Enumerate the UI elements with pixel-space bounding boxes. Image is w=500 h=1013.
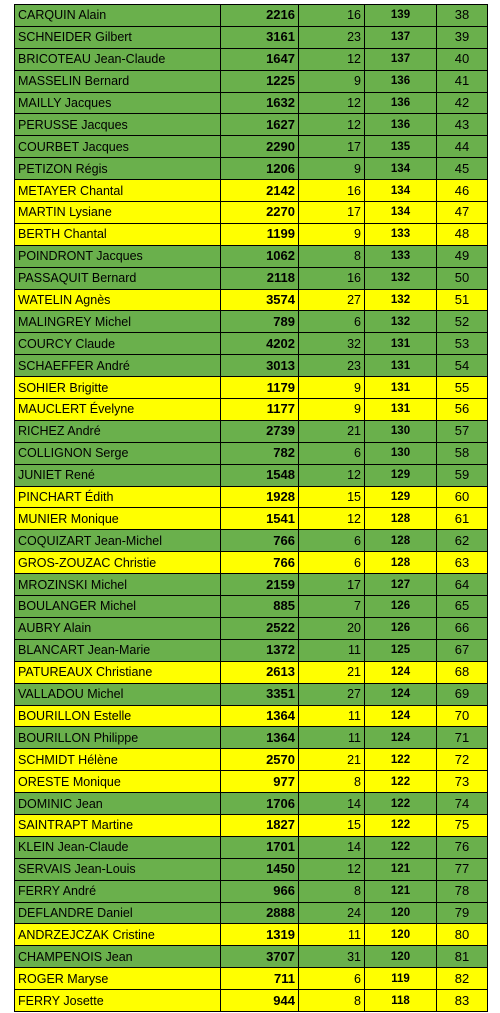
total-points: 4202	[221, 333, 299, 355]
table-row	[15, 902, 488, 924]
games-count: 12	[299, 48, 365, 70]
player-name: BOURILLON Philippe	[15, 727, 221, 749]
table-row	[15, 114, 488, 136]
total-points: 3161	[221, 26, 299, 48]
rank-number: 82	[437, 968, 488, 990]
games-count: 8	[299, 990, 365, 1012]
games-count: 6	[299, 530, 365, 552]
table-row	[15, 311, 488, 333]
player-name: MROZINSKI Michel	[15, 574, 221, 596]
player-name: MAUCLERT Évelyne	[15, 399, 221, 421]
table-row	[15, 574, 488, 596]
table-row	[15, 639, 488, 661]
table-row	[15, 530, 488, 552]
table-row	[15, 946, 488, 968]
rank-number: 56	[437, 399, 488, 421]
total-points: 2570	[221, 749, 299, 771]
player-name: POINDRONT Jacques	[15, 245, 221, 267]
total-points: 2290	[221, 136, 299, 158]
games-count: 12	[299, 114, 365, 136]
total-points: 1319	[221, 924, 299, 946]
total-points: 885	[221, 596, 299, 618]
player-name: DOMINIC Jean	[15, 793, 221, 815]
player-name: BERTH Chantal	[15, 223, 221, 245]
total-points: 1364	[221, 705, 299, 727]
table-row	[15, 814, 488, 836]
games-count: 15	[299, 814, 365, 836]
games-count: 14	[299, 836, 365, 858]
total-points: 1647	[221, 48, 299, 70]
total-points: 1179	[221, 377, 299, 399]
average-score: 134	[365, 180, 437, 202]
total-points: 2270	[221, 202, 299, 224]
average-score: 126	[365, 596, 437, 618]
average-score: 132	[365, 267, 437, 289]
rank-number: 57	[437, 420, 488, 442]
average-score: 134	[365, 158, 437, 180]
rank-number: 73	[437, 771, 488, 793]
player-name: PATUREAUX Christiane	[15, 661, 221, 683]
player-name: SERVAIS Jean-Louis	[15, 858, 221, 880]
total-points: 977	[221, 771, 299, 793]
table-row	[15, 442, 488, 464]
total-points: 1548	[221, 464, 299, 486]
table-row	[15, 180, 488, 202]
games-count: 27	[299, 683, 365, 705]
average-score: 131	[365, 355, 437, 377]
player-name: SCHMIDT Hélène	[15, 749, 221, 771]
games-count: 32	[299, 333, 365, 355]
total-points: 3013	[221, 355, 299, 377]
games-count: 21	[299, 661, 365, 683]
games-count: 9	[299, 377, 365, 399]
rank-number: 80	[437, 924, 488, 946]
games-count: 12	[299, 858, 365, 880]
player-name: CARQUIN Alain	[15, 5, 221, 27]
table-row	[15, 508, 488, 530]
games-count: 11	[299, 924, 365, 946]
total-points: 2118	[221, 267, 299, 289]
average-score: 128	[365, 530, 437, 552]
table-row	[15, 26, 488, 48]
player-name: SAINTRAPT Martine	[15, 814, 221, 836]
player-name: ORESTE Monique	[15, 771, 221, 793]
games-count: 24	[299, 902, 365, 924]
rank-number: 48	[437, 223, 488, 245]
table-row	[15, 333, 488, 355]
total-points: 1632	[221, 92, 299, 114]
average-score: 132	[365, 289, 437, 311]
player-name: COLLIGNON Serge	[15, 442, 221, 464]
games-count: 12	[299, 92, 365, 114]
table-row	[15, 661, 488, 683]
total-points: 2142	[221, 180, 299, 202]
average-score: 120	[365, 946, 437, 968]
total-points: 766	[221, 530, 299, 552]
rank-number: 42	[437, 92, 488, 114]
average-score: 129	[365, 486, 437, 508]
rank-number: 39	[437, 26, 488, 48]
games-count: 20	[299, 617, 365, 639]
games-count: 9	[299, 223, 365, 245]
rank-number: 60	[437, 486, 488, 508]
average-score: 135	[365, 136, 437, 158]
table-row	[15, 202, 488, 224]
rank-number: 75	[437, 814, 488, 836]
rank-number: 83	[437, 990, 488, 1012]
rank-number: 70	[437, 705, 488, 727]
average-score: 120	[365, 924, 437, 946]
rank-number: 69	[437, 683, 488, 705]
total-points: 782	[221, 442, 299, 464]
table-row	[15, 5, 488, 27]
rank-number: 63	[437, 552, 488, 574]
rank-number: 41	[437, 70, 488, 92]
rank-number: 65	[437, 596, 488, 618]
total-points: 2159	[221, 574, 299, 596]
rank-number: 50	[437, 267, 488, 289]
table-row	[15, 267, 488, 289]
games-count: 17	[299, 574, 365, 596]
rank-number: 67	[437, 639, 488, 661]
table-row	[15, 158, 488, 180]
rank-number: 43	[437, 114, 488, 136]
table-row	[15, 880, 488, 902]
player-name: RICHEZ André	[15, 420, 221, 442]
table-row	[15, 683, 488, 705]
rank-number: 71	[437, 727, 488, 749]
rank-number: 40	[437, 48, 488, 70]
player-name: COQUIZART Jean-Michel	[15, 530, 221, 552]
table-row	[15, 836, 488, 858]
average-score: 122	[365, 836, 437, 858]
player-name: AUBRY Alain	[15, 617, 221, 639]
rank-number: 66	[437, 617, 488, 639]
games-count: 12	[299, 508, 365, 530]
player-name: COURCY Claude	[15, 333, 221, 355]
rank-number: 76	[437, 836, 488, 858]
player-name: PINCHART Édith	[15, 486, 221, 508]
total-points: 3707	[221, 946, 299, 968]
average-score: 122	[365, 814, 437, 836]
player-name: BRICOTEAU Jean-Claude	[15, 48, 221, 70]
average-score: 128	[365, 552, 437, 574]
player-name: BLANCART Jean-Marie	[15, 639, 221, 661]
average-score: 133	[365, 245, 437, 267]
rank-number: 58	[437, 442, 488, 464]
player-name: BOURILLON Estelle	[15, 705, 221, 727]
player-name: FERRY Josette	[15, 990, 221, 1012]
player-name: MALINGREY Michel	[15, 311, 221, 333]
games-count: 11	[299, 705, 365, 727]
table-row	[15, 990, 488, 1012]
rank-number: 77	[437, 858, 488, 880]
table-row	[15, 245, 488, 267]
average-score: 121	[365, 880, 437, 902]
total-points: 1206	[221, 158, 299, 180]
total-points: 1062	[221, 245, 299, 267]
games-count: 8	[299, 880, 365, 902]
ranking-table	[14, 4, 488, 1012]
average-score: 124	[365, 727, 437, 749]
rank-number: 68	[437, 661, 488, 683]
average-score: 120	[365, 902, 437, 924]
total-points: 3351	[221, 683, 299, 705]
table-row	[15, 596, 488, 618]
games-count: 21	[299, 749, 365, 771]
table-row	[15, 705, 488, 727]
rank-number: 74	[437, 793, 488, 815]
average-score: 131	[365, 333, 437, 355]
table-row	[15, 617, 488, 639]
table-row	[15, 924, 488, 946]
games-count: 16	[299, 267, 365, 289]
table-row	[15, 289, 488, 311]
average-score: 122	[365, 793, 437, 815]
rank-number: 53	[437, 333, 488, 355]
games-count: 23	[299, 355, 365, 377]
table-row	[15, 858, 488, 880]
average-score: 134	[365, 202, 437, 224]
total-points: 2739	[221, 420, 299, 442]
rank-number: 44	[437, 136, 488, 158]
total-points: 944	[221, 990, 299, 1012]
table-row	[15, 92, 488, 114]
average-score: 125	[365, 639, 437, 661]
total-points: 966	[221, 880, 299, 902]
total-points: 2522	[221, 617, 299, 639]
average-score: 131	[365, 377, 437, 399]
games-count: 11	[299, 727, 365, 749]
rank-number: 62	[437, 530, 488, 552]
games-count: 27	[299, 289, 365, 311]
rank-number: 78	[437, 880, 488, 902]
table-row	[15, 48, 488, 70]
rank-number: 52	[437, 311, 488, 333]
games-count: 7	[299, 596, 365, 618]
average-score: 136	[365, 114, 437, 136]
rank-number: 79	[437, 902, 488, 924]
table-row	[15, 749, 488, 771]
total-points: 3574	[221, 289, 299, 311]
table-row	[15, 793, 488, 815]
games-count: 6	[299, 442, 365, 464]
rank-number: 51	[437, 289, 488, 311]
rank-number: 64	[437, 574, 488, 596]
total-points: 766	[221, 552, 299, 574]
player-name: SCHAEFFER André	[15, 355, 221, 377]
table-row	[15, 552, 488, 574]
games-count: 6	[299, 968, 365, 990]
player-name: ANDRZEJCZAK Cristine	[15, 924, 221, 946]
table-row	[15, 727, 488, 749]
rank-number: 46	[437, 180, 488, 202]
games-count: 14	[299, 793, 365, 815]
average-score: 129	[365, 464, 437, 486]
average-score: 136	[365, 92, 437, 114]
rank-number: 61	[437, 508, 488, 530]
average-score: 137	[365, 26, 437, 48]
average-score: 131	[365, 399, 437, 421]
player-name: METAYER Chantal	[15, 180, 221, 202]
games-count: 21	[299, 420, 365, 442]
ranking-table-body	[15, 5, 488, 1012]
rank-number: 38	[437, 5, 488, 27]
player-name: MUNIER Monique	[15, 508, 221, 530]
table-row	[15, 399, 488, 421]
total-points: 1225	[221, 70, 299, 92]
total-points: 1199	[221, 223, 299, 245]
total-points: 2216	[221, 5, 299, 27]
average-score: 126	[365, 617, 437, 639]
total-points: 1827	[221, 814, 299, 836]
player-name: SCHNEIDER Gilbert	[15, 26, 221, 48]
games-count: 17	[299, 202, 365, 224]
games-count: 16	[299, 180, 365, 202]
total-points: 711	[221, 968, 299, 990]
player-name: DEFLANDRE Daniel	[15, 902, 221, 924]
table-row	[15, 223, 488, 245]
player-name: ROGER Maryse	[15, 968, 221, 990]
average-score: 137	[365, 48, 437, 70]
games-count: 6	[299, 552, 365, 574]
player-name: SOHIER Brigitte	[15, 377, 221, 399]
table-row	[15, 464, 488, 486]
table-row	[15, 377, 488, 399]
total-points: 1928	[221, 486, 299, 508]
average-score: 130	[365, 442, 437, 464]
player-name: PERUSSE Jacques	[15, 114, 221, 136]
rank-number: 49	[437, 245, 488, 267]
rank-number: 45	[437, 158, 488, 180]
total-points: 1701	[221, 836, 299, 858]
average-score: 119	[365, 968, 437, 990]
rank-number: 59	[437, 464, 488, 486]
games-count: 8	[299, 245, 365, 267]
total-points: 1541	[221, 508, 299, 530]
table-row	[15, 70, 488, 92]
total-points: 1627	[221, 114, 299, 136]
table-row	[15, 420, 488, 442]
total-points: 1450	[221, 858, 299, 880]
games-count: 11	[299, 639, 365, 661]
table-row	[15, 486, 488, 508]
total-points: 789	[221, 311, 299, 333]
average-score: 118	[365, 990, 437, 1012]
table-row	[15, 355, 488, 377]
average-score: 124	[365, 683, 437, 705]
table-row	[15, 136, 488, 158]
games-count: 16	[299, 5, 365, 27]
player-name: GROS-ZOUZAC Christie	[15, 552, 221, 574]
player-name: CHAMPENOIS Jean	[15, 946, 221, 968]
average-score: 122	[365, 771, 437, 793]
average-score: 130	[365, 420, 437, 442]
games-count: 31	[299, 946, 365, 968]
player-name: PETIZON Régis	[15, 158, 221, 180]
games-count: 9	[299, 399, 365, 421]
average-score: 136	[365, 70, 437, 92]
average-score: 124	[365, 661, 437, 683]
total-points: 1372	[221, 639, 299, 661]
games-count: 6	[299, 311, 365, 333]
player-name: MASSELIN Bernard	[15, 70, 221, 92]
average-score: 127	[365, 574, 437, 596]
games-count: 12	[299, 464, 365, 486]
table-row	[15, 968, 488, 990]
player-name: WATELIN Agnès	[15, 289, 221, 311]
player-name: JUNIET René	[15, 464, 221, 486]
total-points: 1364	[221, 727, 299, 749]
table-row	[15, 771, 488, 793]
games-count: 9	[299, 70, 365, 92]
games-count: 23	[299, 26, 365, 48]
total-points: 1177	[221, 399, 299, 421]
player-name: VALLADOU Michel	[15, 683, 221, 705]
games-count: 8	[299, 771, 365, 793]
player-name: PASSAQUIT Bernard	[15, 267, 221, 289]
average-score: 122	[365, 749, 437, 771]
average-score: 132	[365, 311, 437, 333]
games-count: 9	[299, 158, 365, 180]
total-points: 1706	[221, 793, 299, 815]
player-name: COURBET Jacques	[15, 136, 221, 158]
player-name: MARTIN Lysiane	[15, 202, 221, 224]
rank-number: 54	[437, 355, 488, 377]
total-points: 2888	[221, 902, 299, 924]
player-name: MAILLY Jacques	[15, 92, 221, 114]
player-name: BOULANGER Michel	[15, 596, 221, 618]
average-score: 139	[365, 5, 437, 27]
average-score: 124	[365, 705, 437, 727]
player-name: FERRY André	[15, 880, 221, 902]
average-score: 121	[365, 858, 437, 880]
player-name: KLEIN Jean-Claude	[15, 836, 221, 858]
rank-number: 47	[437, 202, 488, 224]
average-score: 133	[365, 223, 437, 245]
total-points: 2613	[221, 661, 299, 683]
rank-number: 81	[437, 946, 488, 968]
games-count: 15	[299, 486, 365, 508]
games-count: 17	[299, 136, 365, 158]
rank-number: 55	[437, 377, 488, 399]
rank-number: 72	[437, 749, 488, 771]
average-score: 128	[365, 508, 437, 530]
